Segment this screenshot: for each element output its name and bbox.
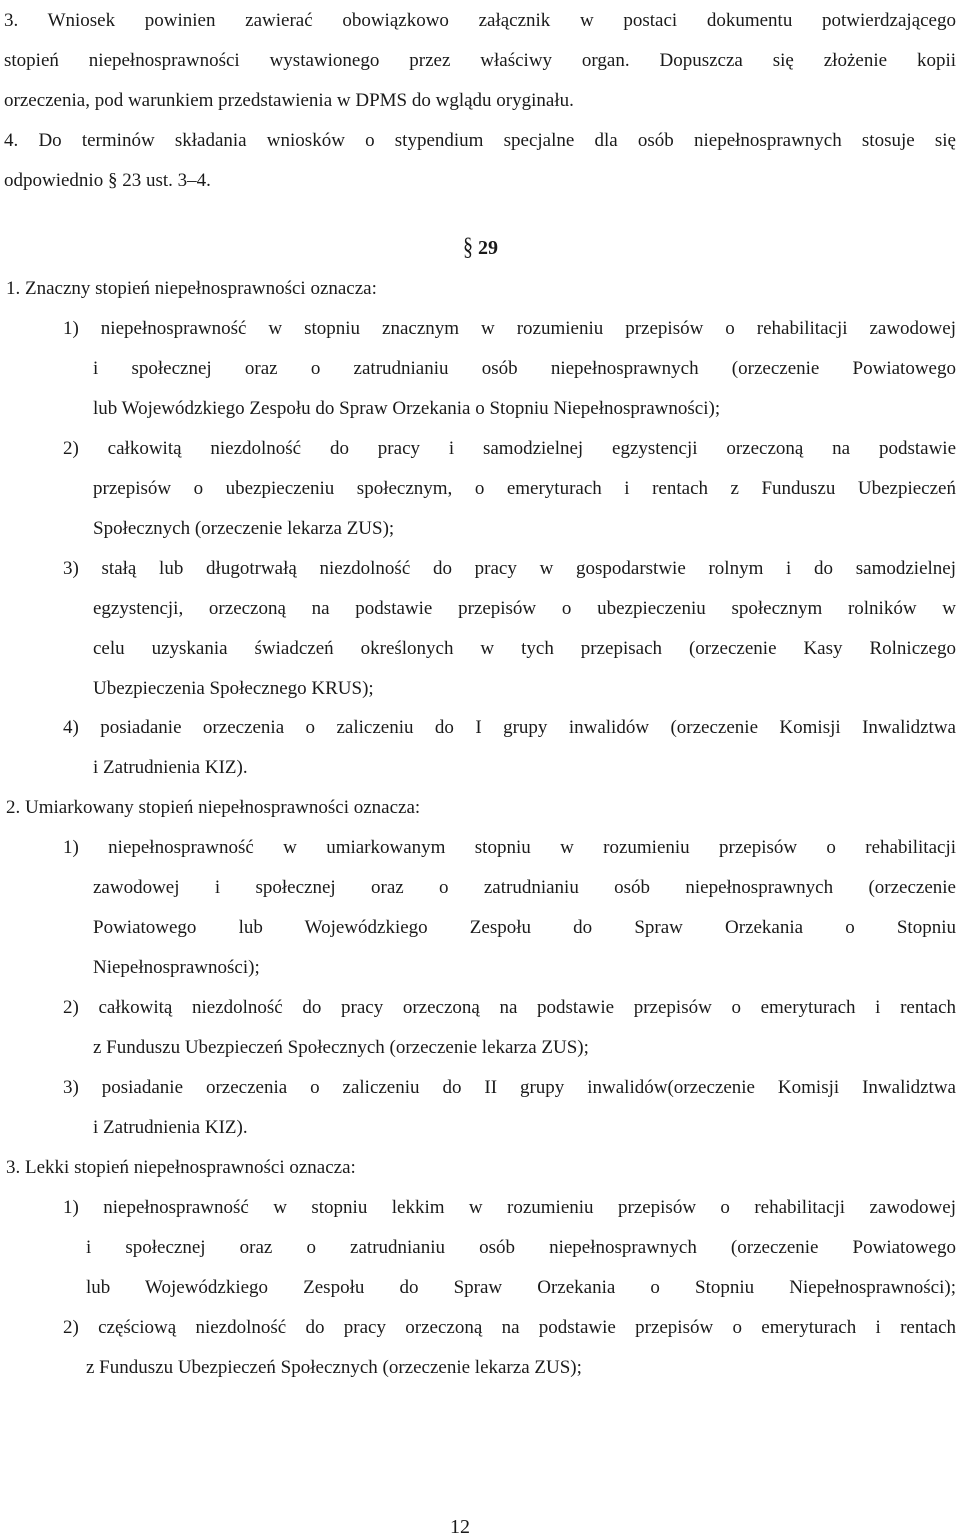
body-line: 2) częściową niezdolność do pracy orzeczoną na podstawie przepisów o emeryturach i rentach: [63, 1317, 956, 1338]
intro-line: stopień niepełnosprawności wystawionego przez właściwy organ. Dopuszcza się złożenie kopii: [4, 50, 956, 71]
body-line: i społecznej oraz o zatrudnianiu osób niepełnosprawnych (orzeczenie Powiatowego: [93, 358, 956, 379]
intro-line: 3. Wniosek powinien zawierać obowiązkowo załącznik w postaci dokumentu potwierdzającego: [4, 10, 956, 31]
body-line: lub Wojewódzkiego Zespołu do Spraw Orzekania o Stopniu Niepełnosprawności);: [86, 1277, 956, 1298]
body-line: i Zatrudnienia KIZ).: [93, 757, 248, 778]
body-line: Niepełnosprawności);: [93, 957, 260, 978]
body-line: z Funduszu Ubezpieczeń Społecznych (orzeczenie lekarza ZUS);: [86, 1357, 582, 1378]
body-line: lub Wojewódzkiego Zespołu do Spraw Orzekania o Stopniu Niepełnosprawności);: [93, 398, 721, 419]
body-line: 1) niepełnosprawność w stopniu znacznym w rozumieniu przepisów o rehabilitacji zawodowej: [63, 318, 956, 339]
body-line: 2) całkowitą niezdolność do pracy orzeczoną na podstawie przepisów o emeryturach i rentach: [63, 997, 956, 1018]
body-line: przepisów o ubezpieczeniu społecznym, o emeryturach i rentach z Funduszu Ubezpieczeń: [93, 478, 956, 499]
page-number: 12: [450, 1516, 470, 1538]
body-line: Ubezpieczenia Społecznego KRUS);: [93, 678, 374, 699]
intro-line: 4. Do terminów składania wniosków o stypendium specjalne dla osób niepełnosprawnych stosuje się: [4, 130, 956, 151]
body-line: z Funduszu Ubezpieczeń Społecznych (orzeczenie lekarza ZUS);: [93, 1037, 589, 1058]
section-sign: §: [463, 233, 473, 262]
body-line: 1. Znaczny stopień niepełnosprawności oznacza:: [6, 278, 377, 299]
intro-line: orzeczenia, pod warunkiem przedstawienia w DPMS do wglądu oryginału.: [4, 90, 574, 111]
body-line: 3) stałą lub długotrwałą niezdolność do pracy w gospodarstwie rolnym i do samodzielnej: [63, 558, 956, 579]
intro-line: odpowiednio § 23 ust. 3–4.: [4, 170, 211, 191]
body-line: 3. Lekki stopień niepełnosprawności oznacza:: [6, 1157, 356, 1178]
body-line: 4) posiadanie orzeczenia o zaliczeniu do I grupy inwalidów (orzeczenie Komisji Inwalidztwa: [63, 717, 956, 738]
body-line: Powiatowego lub Wojewódzkiego Zespołu do Spraw Orzekania o Stopniu: [93, 917, 956, 938]
body-line: 2) całkowitą niezdolność do pracy i samodzielnej egzystencji orzeczoną na podstawie: [63, 438, 956, 459]
body-line: 1) niepełnosprawność w umiarkowanym stopniu w rozumieniu przepisów o rehabilitacji: [63, 837, 956, 858]
body-line: egzystencji, orzeczoną na podstawie przepisów o ubezpieczeniu społecznym rolników w: [93, 598, 956, 619]
body-line: Społecznych (orzeczenie lekarza ZUS);: [93, 518, 395, 539]
body-line: celu uzyskania świadczeń określonych w tych przepisach (orzeczenie Kasy Rolniczego: [93, 638, 956, 659]
body-line: i społecznej oraz o zatrudnianiu osób niepełnosprawnych (orzeczenie Powiatowego: [86, 1237, 956, 1258]
section-number: 29: [478, 237, 498, 259]
body-line: 2. Umiarkowany stopień niepełnosprawności oznacza:: [6, 797, 421, 818]
body-line: i Zatrudnienia KIZ).: [93, 1117, 248, 1138]
body-line: zawodowej i społecznej oraz o zatrudnianiu osób niepełnosprawnych (orzeczenie: [93, 877, 956, 898]
section-heading: [463, 233, 498, 262]
body-line: 3) posiadanie orzeczenia o zaliczeniu do II grupy inwalidów(orzeczenie Komisji Inwalidztwa: [63, 1077, 956, 1098]
body-line: 1) niepełnosprawność w stopniu lekkim w rozumieniu przepisów o rehabilitacji zawodowej: [63, 1197, 956, 1218]
